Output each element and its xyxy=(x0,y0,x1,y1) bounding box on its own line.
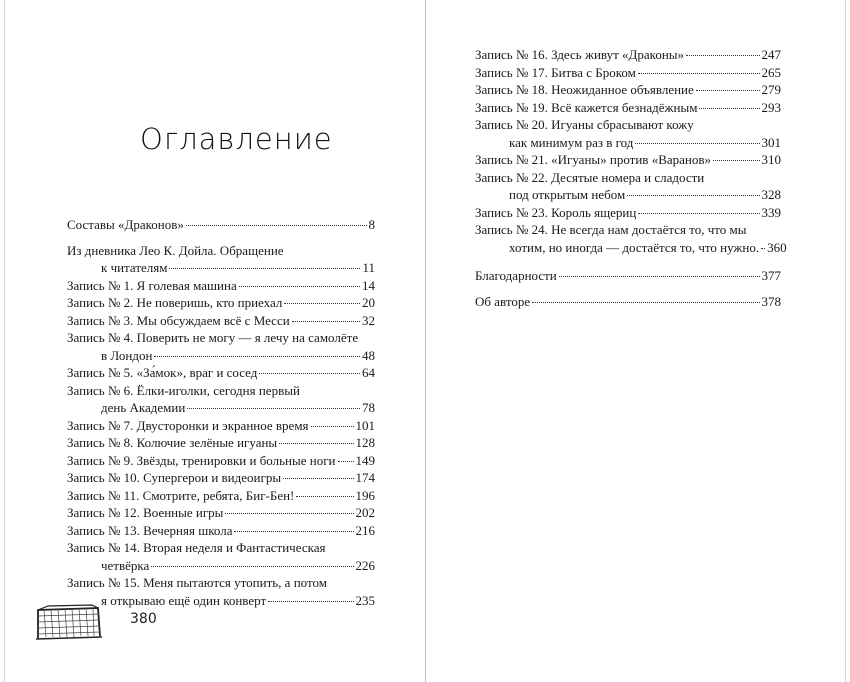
dot-leader xyxy=(284,303,360,304)
toc-entry-title: под открытым небом xyxy=(509,187,626,202)
dot-leader xyxy=(699,108,759,109)
toc-entry xyxy=(475,64,781,82)
toc-page-number: 235 xyxy=(355,592,375,608)
toc-page-number: 20 xyxy=(362,295,375,310)
toc-entry xyxy=(67,294,375,312)
toc-page-number: 226 xyxy=(355,557,375,573)
toc-entry-title: Запись № 17. Битва с Броком xyxy=(475,64,636,80)
toc-entry-title: Запись № 7. Двусторонки и экранное время xyxy=(67,417,309,433)
toc-entry xyxy=(67,277,375,295)
toc-entry-line xyxy=(475,204,781,222)
toc-entry-line xyxy=(67,434,375,452)
toc-entry-line xyxy=(67,399,375,417)
toc-entry-line xyxy=(67,312,375,330)
toc-entry xyxy=(475,267,781,285)
toc-entry-line xyxy=(67,469,375,487)
dot-leader xyxy=(713,160,759,161)
toc-page-number: 174 xyxy=(355,470,375,485)
toc-page-number: 279 xyxy=(761,82,781,97)
toc-page-number: 8 xyxy=(368,217,375,232)
page-title: Оглавление xyxy=(140,122,333,156)
toc-entry-title: Запись № 16. Здесь живут «Драконы» xyxy=(475,47,685,62)
toc-right-column xyxy=(475,46,787,310)
toc-page-number: 301 xyxy=(761,134,781,150)
toc-page-number: 14 xyxy=(362,277,375,293)
toc-page-number: 265 xyxy=(761,64,781,80)
toc-entry-title: Запись № 22. Десятые номера и сладости xyxy=(475,169,705,185)
toc-entry xyxy=(67,242,375,277)
toc-entry-line xyxy=(475,134,781,152)
toc-entry-title: Запись № 5. «За́мок», враг и сосед xyxy=(67,365,258,380)
toc-entry-line xyxy=(67,294,375,312)
toc-page-number: 64 xyxy=(362,365,375,380)
dot-leader xyxy=(761,248,765,249)
page-gutter xyxy=(425,0,426,682)
toc-entry-title: Запись № 23. Король ящериц xyxy=(475,204,637,220)
dot-leader xyxy=(239,286,360,287)
toc-entry-title: Запись № 10. Супергерои и видеоигры xyxy=(67,470,282,485)
toc-entry-title: день Академии xyxy=(101,400,186,415)
dot-leader xyxy=(638,73,760,74)
page-number: 380 xyxy=(130,611,157,627)
toc-entry-line xyxy=(67,522,375,540)
toc-entry-line xyxy=(67,452,375,470)
toc-entry-line xyxy=(67,557,375,575)
toc-entry-title: Запись № 21. «Игуаны» против «Варанов» xyxy=(475,152,712,167)
toc-left-column xyxy=(67,216,375,609)
toc-entry-line xyxy=(67,417,375,435)
toc-entry xyxy=(475,293,781,311)
toc-page-number: 149 xyxy=(355,452,375,468)
spread-edge-left xyxy=(4,0,5,682)
toc-page-number: 216 xyxy=(355,522,375,538)
toc-entry-title: Запись № 12. Военные игры xyxy=(67,505,224,520)
toc-entry-line xyxy=(67,277,375,295)
toc-entry-line xyxy=(67,504,375,522)
dot-leader xyxy=(627,195,759,196)
toc-page-number: 377 xyxy=(761,268,781,283)
toc-entry xyxy=(67,504,375,522)
toc-entry-title: Запись № 1. Я голевая машина xyxy=(67,277,237,293)
toc-page-number: 32 xyxy=(362,312,375,328)
toc-entry-line xyxy=(67,259,375,277)
dot-leader xyxy=(296,496,353,497)
toc-entry-title: Запись № 6. Ёлки-иголки, сегодня первый xyxy=(67,382,300,398)
dot-leader xyxy=(187,408,360,409)
toc-entry-title: Составы «Драконов» xyxy=(67,217,184,232)
toc-entry-title: Запись № 19. Всё кажется безнадёжным xyxy=(475,99,698,115)
toc-entry-title: Запись № 9. Звёзды, тренировки и больные ноги xyxy=(67,452,336,468)
toc-entry-title: Запись № 13. Вечерняя школа xyxy=(67,522,233,538)
dot-leader xyxy=(268,601,353,602)
toc-entry xyxy=(67,364,375,382)
dot-leader xyxy=(311,426,354,427)
dot-leader xyxy=(638,213,759,214)
toc-page-number: 293 xyxy=(761,99,781,115)
toc-entry-line xyxy=(475,239,787,257)
toc-entry xyxy=(67,312,375,330)
dot-leader xyxy=(154,356,360,357)
toc-entry-title: Запись № 3. Мы обсуждаем всё с Месси xyxy=(67,312,290,328)
toc-page-number: 128 xyxy=(355,435,375,450)
dot-leader xyxy=(169,268,360,269)
toc-page-number: 378 xyxy=(761,293,781,309)
dot-leader xyxy=(532,302,759,303)
toc-entry xyxy=(475,169,781,204)
toc-entry-line xyxy=(67,347,375,365)
toc-entry xyxy=(475,221,787,256)
toc-entry xyxy=(475,151,781,169)
toc-entry-line xyxy=(475,169,781,187)
toc-entry-line xyxy=(475,99,781,117)
toc-entry-title: я открываю ещё один конверт xyxy=(101,592,267,608)
dot-leader xyxy=(225,513,353,514)
toc-entry-line xyxy=(67,329,375,347)
dot-leader xyxy=(635,143,759,144)
toc-entry-line xyxy=(475,267,781,285)
dot-leader xyxy=(151,566,353,567)
toc-page-number: 247 xyxy=(761,47,781,62)
toc-entry-line xyxy=(67,216,375,234)
toc-entry-title: Запись № 11. Смотрите, ребята, Биг-Бен! xyxy=(67,487,295,503)
toc-entry-title: к читателям xyxy=(101,260,168,275)
toc-entry-title: хотим, но иногда — достаётся то, что нужно. xyxy=(509,239,760,255)
toc-entry xyxy=(67,434,375,452)
dot-leader xyxy=(186,225,367,226)
dot-leader xyxy=(686,55,759,56)
toc-entry-line xyxy=(475,81,781,99)
toc-entry-line xyxy=(475,46,781,64)
dot-leader xyxy=(283,478,353,479)
dot-leader xyxy=(696,90,760,91)
toc-entry xyxy=(475,204,781,222)
toc-entry xyxy=(475,116,781,151)
toc-page-number: 328 xyxy=(761,187,781,202)
toc-entry-title: Об авторе xyxy=(475,293,531,309)
toc-entry-title: в Лондон xyxy=(101,347,153,363)
dot-leader xyxy=(279,443,353,444)
toc-page-number: 48 xyxy=(362,347,375,363)
toc-entry-line xyxy=(67,382,375,400)
toc-entry-line xyxy=(67,574,375,592)
toc-page-number: 202 xyxy=(355,505,375,520)
toc-entry-title: как минимум раз в год xyxy=(509,134,634,150)
toc-entry-title: Запись № 18. Неожиданное объявление xyxy=(475,82,694,97)
toc-entry-title: четвёрка xyxy=(101,557,150,573)
toc-entry-line xyxy=(67,364,375,382)
toc-page-number: 310 xyxy=(761,152,781,167)
toc-page-number: 360 xyxy=(767,239,787,255)
dot-leader xyxy=(234,531,353,532)
spread-edge-right xyxy=(845,0,846,682)
toc-entry xyxy=(67,452,375,470)
toc-entry-line xyxy=(475,151,781,169)
toc-page-number: 101 xyxy=(355,417,375,433)
toc-entry xyxy=(67,487,375,505)
dot-leader xyxy=(259,373,360,374)
toc-entry-title: Запись № 14. Вторая неделя и Фантастическая xyxy=(67,540,326,555)
toc-entry-title: Запись № 8. Колючие зелёные игуаны xyxy=(67,435,278,450)
toc-entry xyxy=(475,46,781,64)
toc-page-number: 339 xyxy=(761,204,781,220)
toc-entry-line xyxy=(67,487,375,505)
toc-entry-title: Из дневника Лео К. Дойла. Обращение xyxy=(67,242,284,258)
toc-entry-line xyxy=(475,293,781,311)
toc-page-number: 78 xyxy=(362,400,375,415)
toc-entry xyxy=(67,329,375,364)
toc-entry-line xyxy=(475,186,781,204)
toc-entry xyxy=(67,382,375,417)
toc-entry-line xyxy=(67,592,375,610)
toc-entry-title: Запись № 20. Игуаны сбрасывают кожу xyxy=(475,117,694,132)
toc-entry-line xyxy=(475,221,781,239)
toc-entry-title: Благодарности xyxy=(475,268,557,283)
toc-entry-line xyxy=(475,116,781,134)
toc-entry xyxy=(67,522,375,540)
dot-leader xyxy=(292,321,360,322)
dot-leader xyxy=(338,461,354,462)
toc-entry xyxy=(475,81,781,99)
toc-page-number: 196 xyxy=(355,487,375,503)
toc-entry-line xyxy=(67,242,375,260)
toc-entry-title: Запись № 4. Поверить не могу — я лечу на самолёте xyxy=(67,330,359,345)
toc-entry-line xyxy=(67,539,375,557)
toc-entry xyxy=(67,417,375,435)
toc-entry-title: Запись № 2. Не поверишь, кто приехал xyxy=(67,295,283,310)
soccer-goal-icon xyxy=(34,602,104,642)
toc-entry xyxy=(67,469,375,487)
toc-entry xyxy=(67,574,375,609)
toc-entry xyxy=(67,216,375,234)
toc-page-number: 11 xyxy=(362,260,375,275)
dot-leader xyxy=(559,276,760,277)
toc-entry-title: Запись № 24. Не всегда нам достаётся то, что мы xyxy=(475,222,747,237)
toc-entry xyxy=(67,539,375,574)
toc-entry-title: Запись № 15. Меня пытаются утопить, а потом xyxy=(67,575,327,590)
toc-entry xyxy=(475,99,781,117)
toc-entry-line xyxy=(475,64,781,82)
